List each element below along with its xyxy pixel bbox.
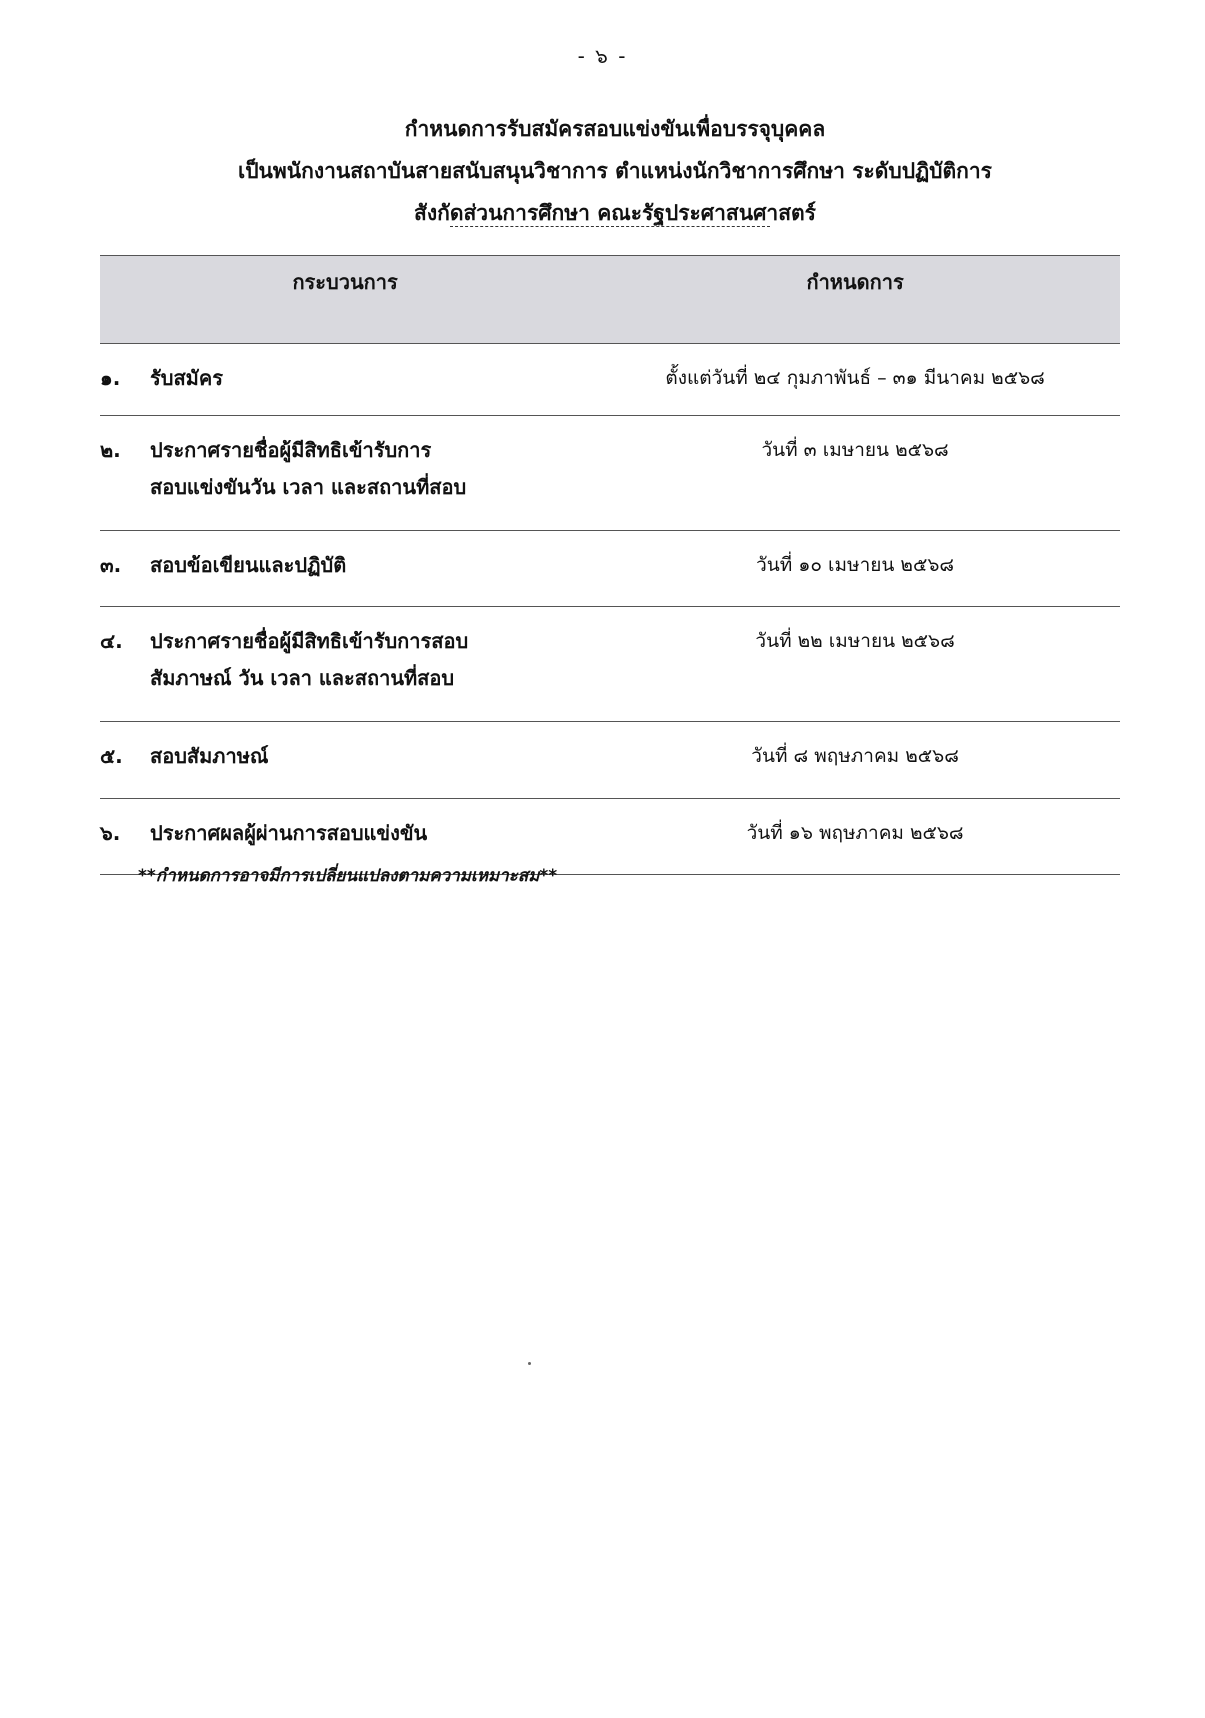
scan-speck (528, 1362, 531, 1365)
step-text: ประกาศรายชื่อผู้มีสิทธิเข้ารับการสอบ (150, 629, 469, 653)
header-process: กระบวนการ (100, 256, 590, 344)
step-number: ๑. (100, 366, 121, 390)
step-number: ๓. (100, 553, 122, 577)
step-number: ๔. (100, 629, 123, 653)
step-text-continued: สัมภาษณ์ วัน เวลา และสถานที่สอบ (150, 666, 455, 690)
step-text: สอบสัมภาษณ์ (150, 744, 269, 768)
process-cell (100, 344, 590, 416)
title-line-3: สังกัดส่วนการศึกษา คณะรัฐประศาสนศาสตร์ (414, 201, 816, 225)
table-row (100, 607, 1120, 722)
table-row (100, 722, 1120, 799)
step-text-continued: สอบแข่งขันวัน เวลา และสถานที่สอบ (150, 475, 467, 499)
title-line-2: เป็นพนักงานสถาบันสายสนับสนุนวิชาการ ตำแหน่งนักวิชาการศึกษา ระดับปฏิบัติการ (238, 159, 992, 183)
title-line-1: กำหนดการรับสมัครสอบแข่งขันเพื่อบรรจุบุคคล (404, 117, 826, 141)
date-cell: วันที่ ๓ เมษายน ๒๕๖๘ (590, 416, 1120, 531)
document-title (60, 108, 1170, 234)
step-text: สอบข้อเขียนและปฏิบัติ (150, 553, 347, 577)
process-cell (100, 416, 590, 531)
page-number: - ๖ - (577, 44, 628, 68)
table-row (100, 344, 1120, 416)
schedule-table (100, 255, 1120, 875)
process-cell (100, 607, 590, 722)
title-divider (450, 226, 770, 227)
step-text: ประกาศผลผู้ผ่านการสอบแข่งขัน (150, 821, 428, 845)
process-cell (100, 531, 590, 607)
header-schedule: กำหนดการ (590, 256, 1120, 344)
date-cell: วันที่ ๑๐ เมษายน ๒๕๖๘ (590, 531, 1120, 607)
table-header-row (100, 256, 1120, 344)
table-row (100, 531, 1120, 607)
step-number: ๕. (100, 744, 123, 768)
step-text: รับสมัคร (150, 366, 223, 390)
date-cell: วันที่ ๒๒ เมษายน ๒๕๖๘ (590, 607, 1120, 722)
step-number: ๖. (100, 821, 121, 845)
date-cell: ตั้งแต่วันที่ ๒๔ กุมภาพันธ์ – ๓๑ มีนาคม ๒๕๖๘ (590, 344, 1120, 416)
step-number: ๒. (100, 438, 121, 462)
table-row (100, 416, 1120, 531)
step-text: ประกาศรายชื่อผู้มีสิทธิเข้ารับการ (150, 438, 432, 462)
date-cell: วันที่ ๘ พฤษภาคม ๒๕๖๘ (590, 722, 1120, 799)
footnote: **กำหนดการอาจมีการเปลี่ยนแปลงตามความเหมาะสม** (138, 866, 558, 886)
date-cell: วันที่ ๑๖ พฤษภาคม ๒๕๖๘ (590, 799, 1120, 875)
process-cell (100, 722, 590, 799)
